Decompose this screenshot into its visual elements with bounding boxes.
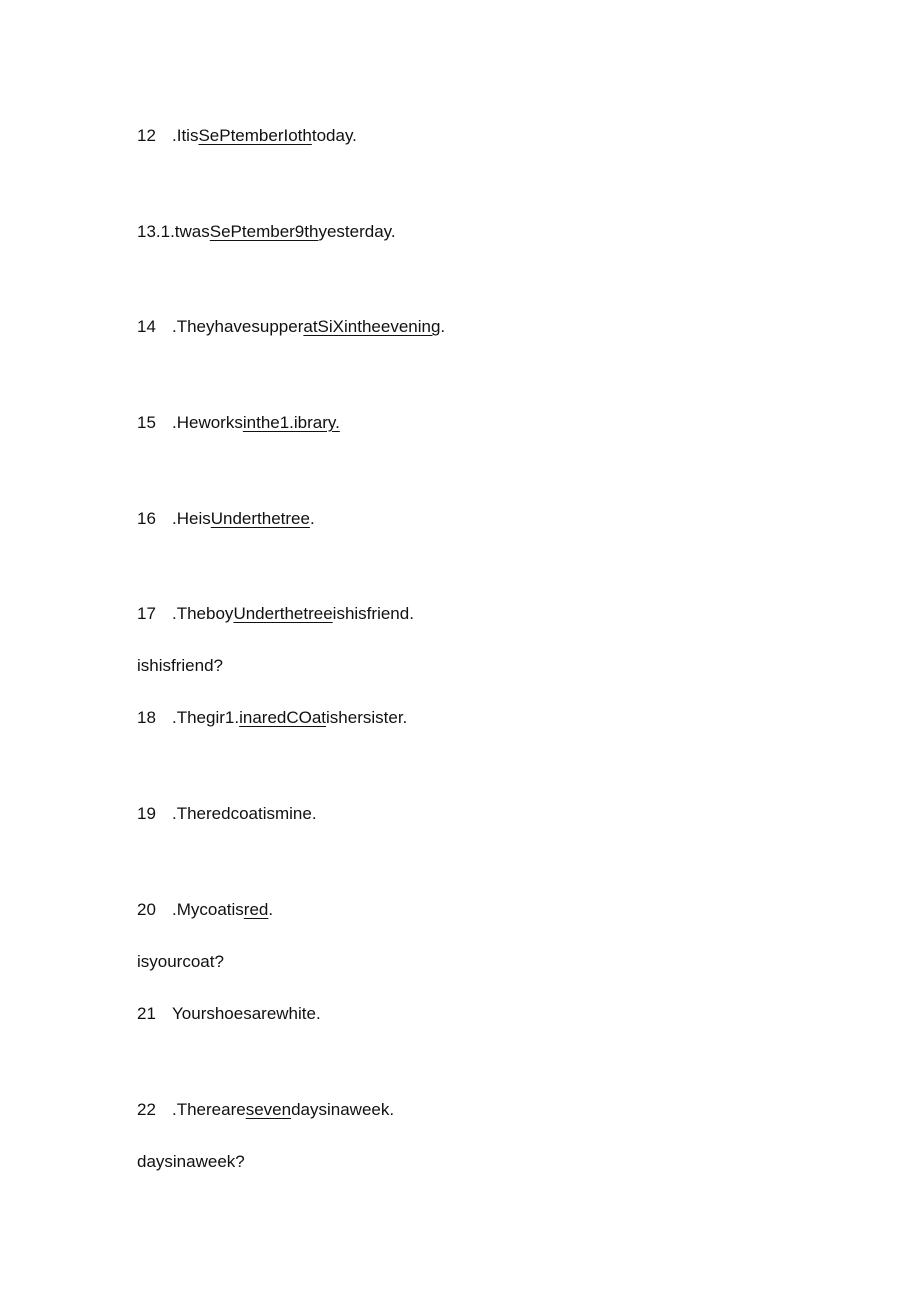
exercise-line-14	[137, 316, 445, 338]
question-text: isyourcoat?	[137, 952, 224, 971]
question-text: daysinaweek?	[137, 1152, 245, 1171]
sentence-text: .Theredcoatismine.	[172, 804, 317, 823]
exercise-line-12	[137, 125, 357, 147]
sentence-suffix: yesterday.	[318, 222, 396, 241]
underlined-phrase: SePtemberIoth	[198, 126, 312, 145]
sentence-prefix: .Heworks	[172, 413, 243, 432]
underlined-phrase: seven	[245, 1100, 292, 1119]
sentence-prefix: .Thereare	[172, 1100, 246, 1119]
sentence-prefix: .Itis	[172, 126, 199, 145]
item-number: 12	[137, 126, 156, 145]
item-number: 15	[137, 413, 156, 432]
sentence-suffix: .	[440, 317, 446, 336]
exercise-line-20	[137, 899, 273, 921]
question-text: ishisfriend?	[137, 656, 223, 675]
underlined-phrase: red	[243, 900, 269, 919]
exercise-line-15	[137, 412, 340, 434]
sentence-suffix: ishersister.	[326, 708, 408, 727]
item-number: 22	[137, 1100, 156, 1119]
sentence-suffix: ishisfriend.	[332, 604, 414, 623]
sentence-prefix: .Mycoatis	[172, 900, 244, 919]
item-number: 18	[137, 708, 156, 727]
underlined-phrase: inthe1.ibrary.	[242, 413, 340, 432]
sentence-prefix: .Heis	[172, 509, 211, 528]
item-number: 20	[137, 900, 156, 919]
item-number: 19	[137, 804, 156, 823]
sentence-prefix: .Theboy	[172, 604, 234, 623]
item-number: 16	[137, 509, 156, 528]
underlined-phrase: Underthetree	[210, 509, 310, 528]
sentence-suffix: daysinaweek.	[291, 1100, 395, 1119]
sentence-text: Yourshoesarewhite.	[172, 1004, 321, 1023]
exercise-line-18	[137, 707, 407, 729]
exercise-line-13	[137, 221, 396, 243]
sentence-suffix: .	[309, 509, 315, 528]
item-number: 14	[137, 317, 156, 336]
sentence-prefix: 13.1.twas	[137, 222, 210, 241]
item-number: 21	[137, 1004, 156, 1023]
underlined-phrase: atSiXintheevening	[303, 317, 441, 336]
answer-line-17	[137, 655, 223, 677]
underlined-phrase: SePtember9th	[209, 222, 319, 241]
sentence-suffix: today.	[311, 126, 357, 145]
answer-line-22	[137, 1151, 245, 1173]
exercise-line-22	[137, 1099, 394, 1121]
exercise-line-17	[137, 603, 414, 625]
sentence-prefix: .Theyhavesupper	[172, 317, 304, 336]
item-number: 17	[137, 604, 156, 623]
answer-line-20	[137, 951, 224, 973]
exercise-line-19	[137, 803, 317, 825]
sentence-suffix: .	[268, 900, 274, 919]
exercise-line-21	[137, 1003, 321, 1025]
underlined-phrase: Underthetree	[233, 604, 333, 623]
exercise-line-16	[137, 508, 315, 530]
sentence-prefix: .Thegir1.	[172, 708, 240, 727]
underlined-phrase: inaredCOat	[239, 708, 327, 727]
